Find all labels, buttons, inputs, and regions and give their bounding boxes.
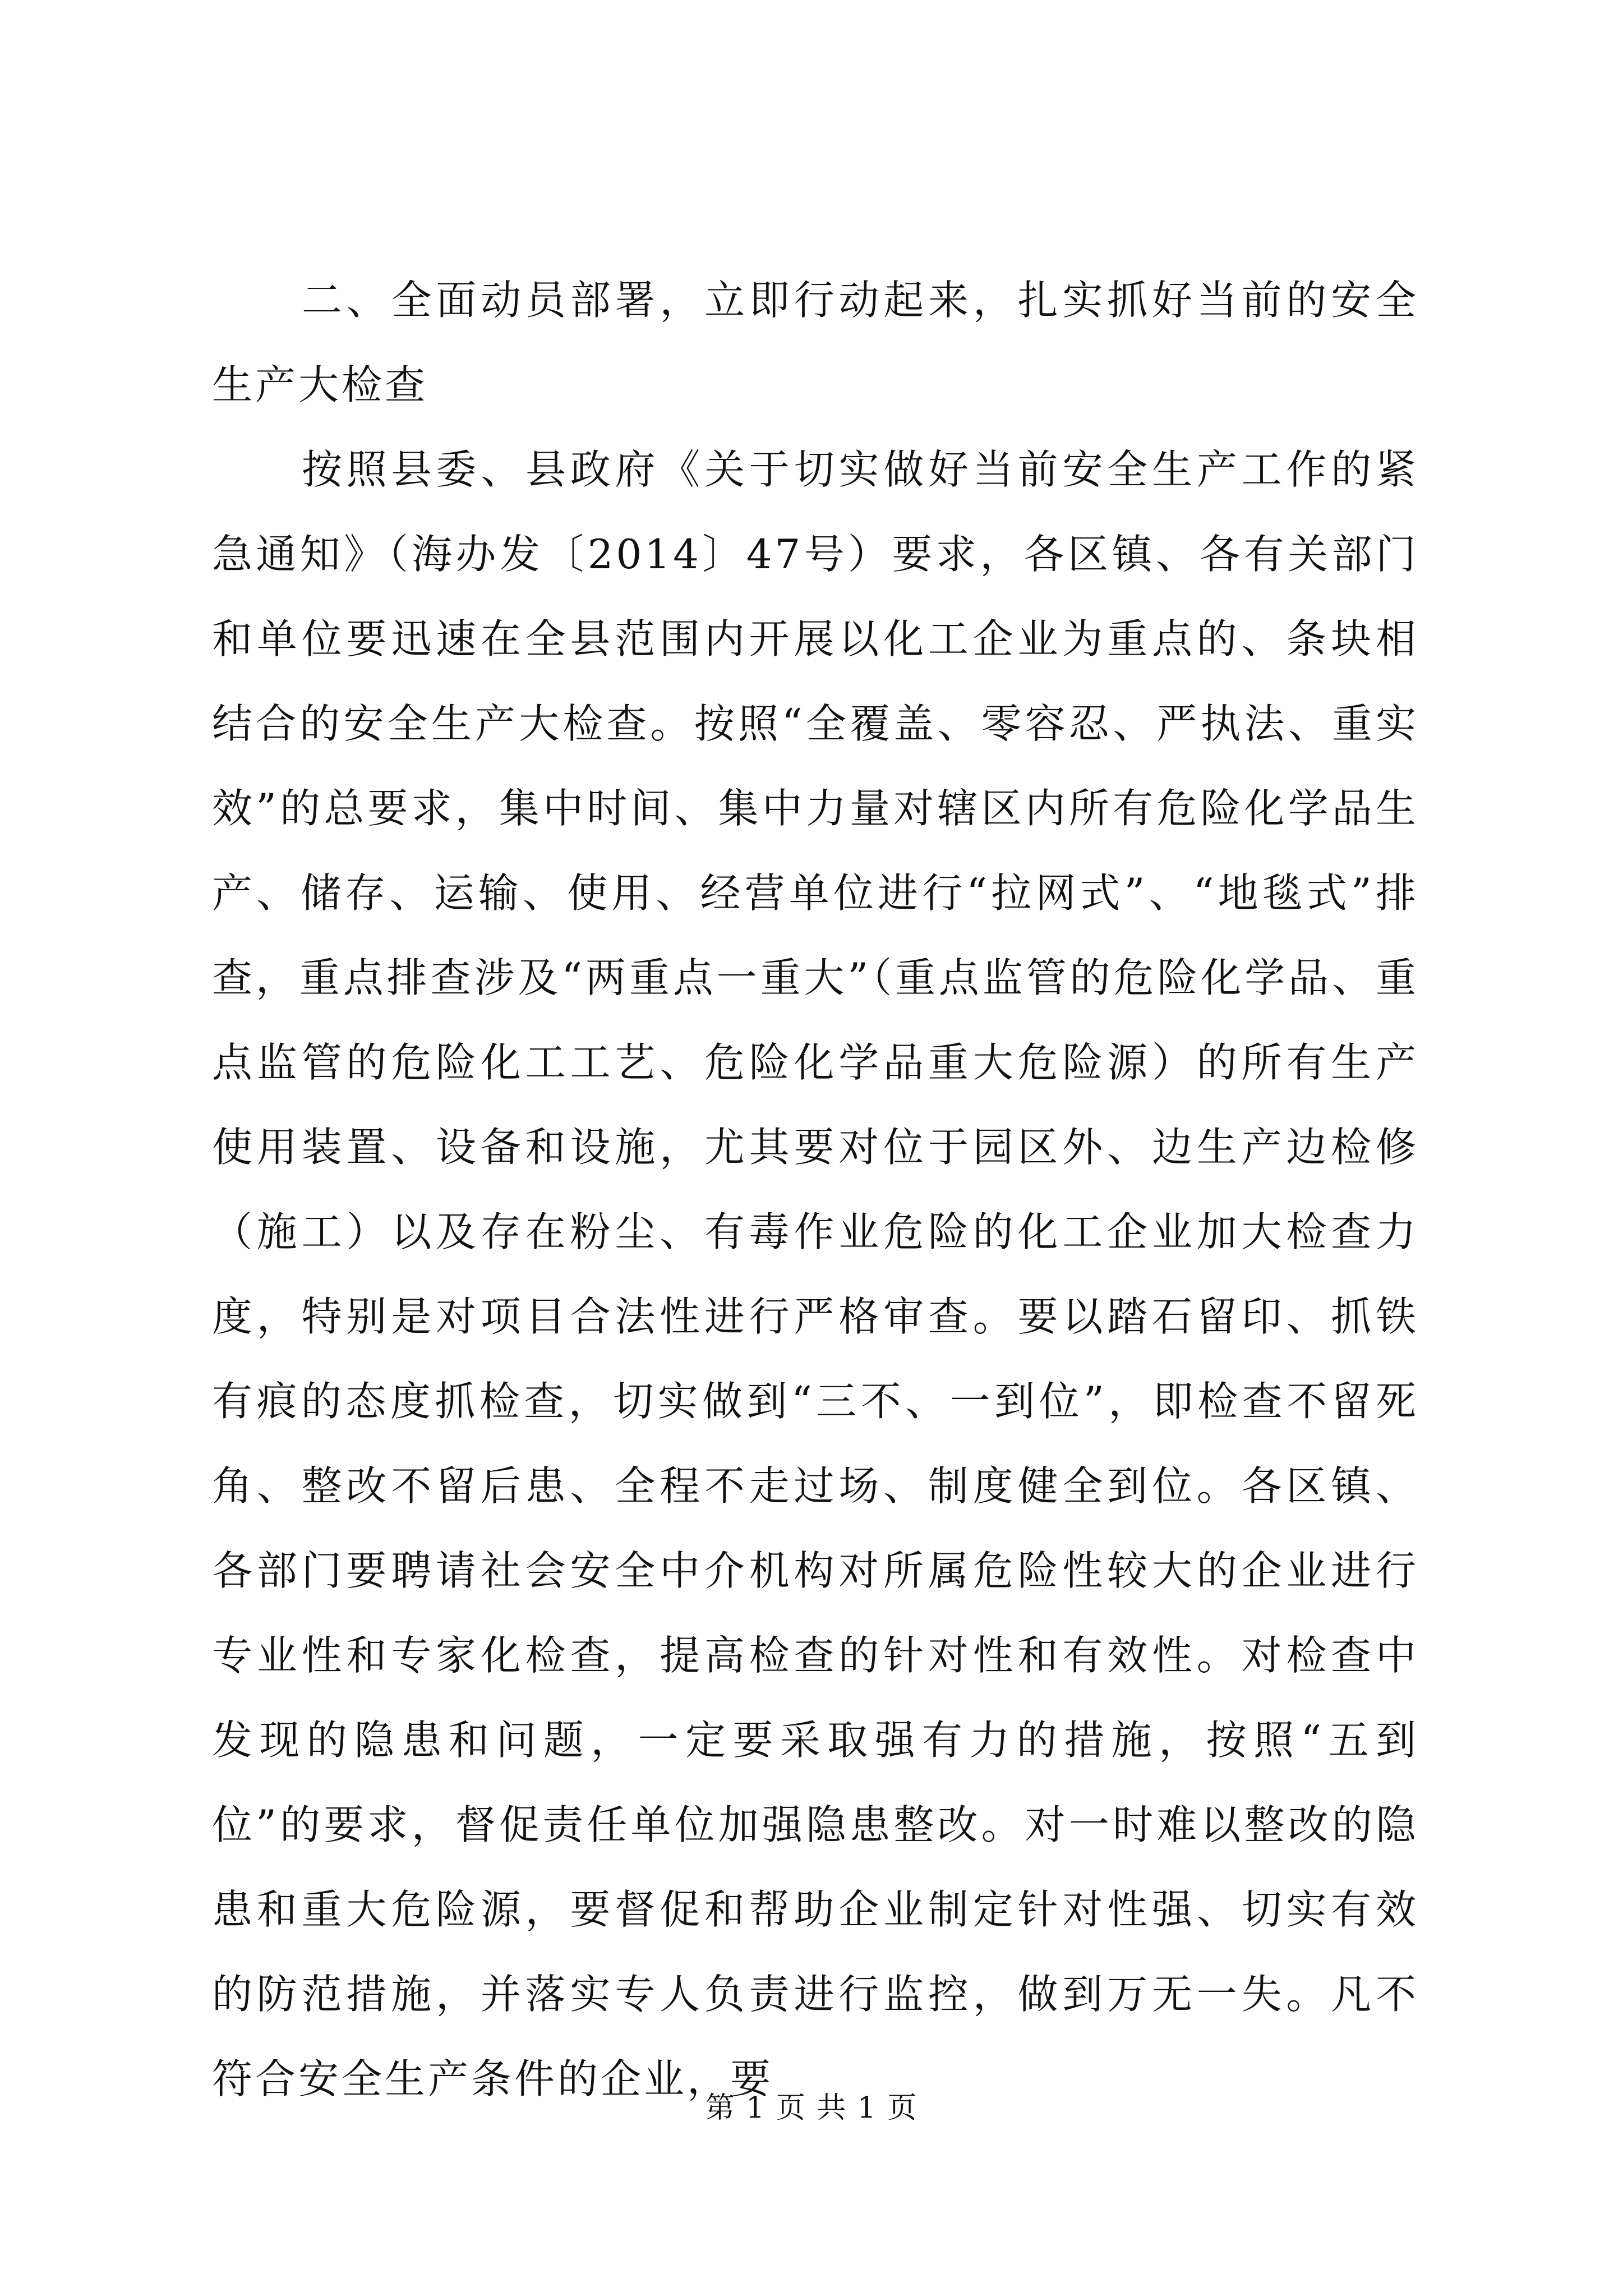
body-paragraph: 按照县委、县政府《关于切实做好当前安全生产工作的紧急通知》（海办发〔2014〕47号）要求，各区镇、各有关部门和单位要迅速在全县范围内开展以化工企业为重点的、条块相结合的安全生产大检查。按照“全覆盖、零容忍、严执法、重实效”的总要求，集中时间、集中力量对辖区内所有危险化学品生产、储存、运输、使用、经营单位进行“拉网式”、“地毯式”排查，重点排查涉及“两重点一重大”（重点监管的危险化学品、重点监管的危险化工工艺、危险化学品重大危险源）的所有生产使用装置、设备和设施，尤其要对位于园区外、边生产边检修（施工）以及存在粉尘、有毒作业危险的化工企业加大检查力度，特别是对项目合法性进行严格审查。要以踏石留印、抓铁有痕的态度抓检查，切实做到“三不、一到位”，即检查不留死角、整改不留后患、全程不走过场、制度健全到位。各区镇、各部门要聘请社会安全中介机构对所属危险性较大的企业进行专业性和专家化检查，提高检查的针对性和有效性。对检查中发现的隐患和问题，一定要采取强有力的措施，按照“五到位”的要求，督促责任单位加强隐患整改。对一时难以整改的隐患和重大危险源，要督促和帮助企业制定针对性强、切实有效的防范措施，并落实专人负责进行监控，做到万无一失。凡不符合安全生产条件的企业，要 bbox=[212, 446, 1419, 2102]
page-footer: 第 1 页 共 1 页 bbox=[705, 2091, 918, 2125]
section-heading: 二、全面动员部署，立即行动起来，扎实抓好当前的安全生产大检查 bbox=[212, 277, 1419, 408]
document-body bbox=[212, 258, 1419, 2122]
